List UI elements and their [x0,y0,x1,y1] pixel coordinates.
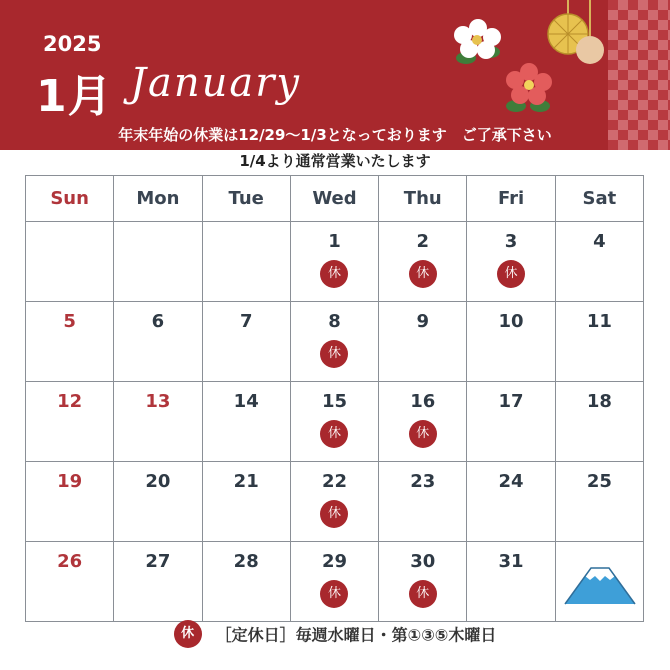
day-number: 7 [239,311,253,332]
holiday-badge-icon: 休 [409,580,437,608]
calendar-day-cell [379,382,467,462]
calendar-day-cell [555,382,643,462]
calendar-day-cell [467,222,555,302]
day-number: 21 [233,471,259,492]
day-number: 29 [321,551,348,572]
business-resume-notice: 1/4より通常営業いたします [239,152,431,170]
calendar-day-cell [114,302,202,382]
calendar-day-cell [467,462,555,542]
day-number: 22 [321,471,348,492]
calendar-day-cell [114,462,202,542]
calendar-day-cell [379,302,467,382]
holiday-badge-icon: 休 [409,420,437,448]
legend-text: ［定休日］毎週水曜日・第①③⑤木曜日 [215,625,497,645]
calendar-day-cell [202,302,290,382]
camellia-flower-icon [454,19,501,64]
day-number: 16 [410,391,436,412]
day-number: 13 [145,391,171,412]
holiday-badge-icon: 休 [174,620,202,648]
calendar-day-cell [26,302,114,382]
weekday-sat: Sat [555,176,643,222]
calendar-day-cell [555,302,643,382]
day-number: 2 [416,231,430,252]
calendar-day-cell [290,302,378,382]
calendar-day-cell [290,542,378,622]
holiday-notice: 年末年始の休業は12/29〜1/3となっております ご了承下さい [118,126,552,144]
year-label: 2025 [43,32,102,56]
header-banner [0,0,670,150]
day-number: 28 [233,551,259,572]
calendar-day-cell [555,222,643,302]
calendar-week-row [26,462,644,542]
gold-fan-icon [548,0,604,64]
weekday-wed: Wed [290,176,378,222]
day-number: 17 [498,391,524,412]
calendar-day-cell [290,462,378,542]
calendar-grid [25,175,644,622]
day-number: 15 [321,391,348,412]
month-label: 1月 [36,71,113,122]
calendar-week-row [26,382,644,462]
calendar-day-cell [114,542,202,622]
day-number: 5 [63,311,76,332]
month-english-label: January [130,60,301,106]
day-number: 8 [328,311,341,332]
day-number: 31 [498,551,524,572]
holiday-badge-icon: 休 [497,260,525,288]
legend [0,620,670,648]
weekday-thu: Thu [379,176,467,222]
day-number: 26 [57,551,83,572]
calendar-day-cell [379,462,467,542]
weekday-fri: Fri [467,176,555,222]
day-number: 25 [586,471,612,492]
holiday-badge-icon: 休 [320,260,348,288]
calendar-day-cell [26,222,114,302]
day-number: 27 [145,551,171,572]
day-number: 11 [586,311,612,332]
day-number: 14 [233,391,259,412]
weekday-header-row [26,176,644,222]
calendar-day-cell [114,222,202,302]
calendar-day-cell [26,542,114,622]
calendar-day-cell [26,382,114,462]
camellia-flower-icon [506,63,552,112]
calendar-day-cell [114,382,202,462]
calendar-day-cell [26,462,114,542]
calendar-day-cell [467,382,555,462]
day-number: 6 [151,311,165,332]
day-number: 30 [410,551,436,572]
calendar-day-cell [467,302,555,382]
day-number: 23 [410,471,436,492]
calendar-day-cell [202,222,290,302]
day-number: 12 [57,391,83,412]
day-number: 24 [498,471,524,492]
calendar-week-row [26,222,644,302]
day-number: 20 [145,471,171,492]
calendar-day-cell [202,462,290,542]
holiday-badge-icon: 休 [320,580,348,608]
day-number: 1 [328,231,341,252]
calendar-day-cell [467,542,555,622]
calendar-day-cell [555,462,643,542]
calendar-day-cell [379,222,467,302]
calendar-day-cell [290,382,378,462]
holiday-badge-icon: 休 [409,260,437,288]
weekday-mon: Mon [114,176,202,222]
day-number: 3 [504,231,518,252]
day-number: 18 [586,391,612,412]
calendar-week-row [26,302,644,382]
weekday-tue: Tue [202,176,290,222]
calendar-week-row [26,542,644,622]
holiday-badge-icon: 休 [320,340,348,368]
day-number: 19 [57,471,83,492]
day-number: 9 [416,311,430,332]
calendar-day-cell [290,222,378,302]
weekday-sun: Sun [26,176,114,222]
holiday-badge-icon: 休 [320,420,348,448]
calendar-day-cell [379,542,467,622]
calendar-day-cell [202,542,290,622]
holiday-badge-icon: 休 [320,500,348,528]
mount-fuji-icon [563,556,637,606]
day-number: 4 [593,231,606,252]
calendar-day-cell [202,382,290,462]
day-number: 10 [498,311,524,332]
